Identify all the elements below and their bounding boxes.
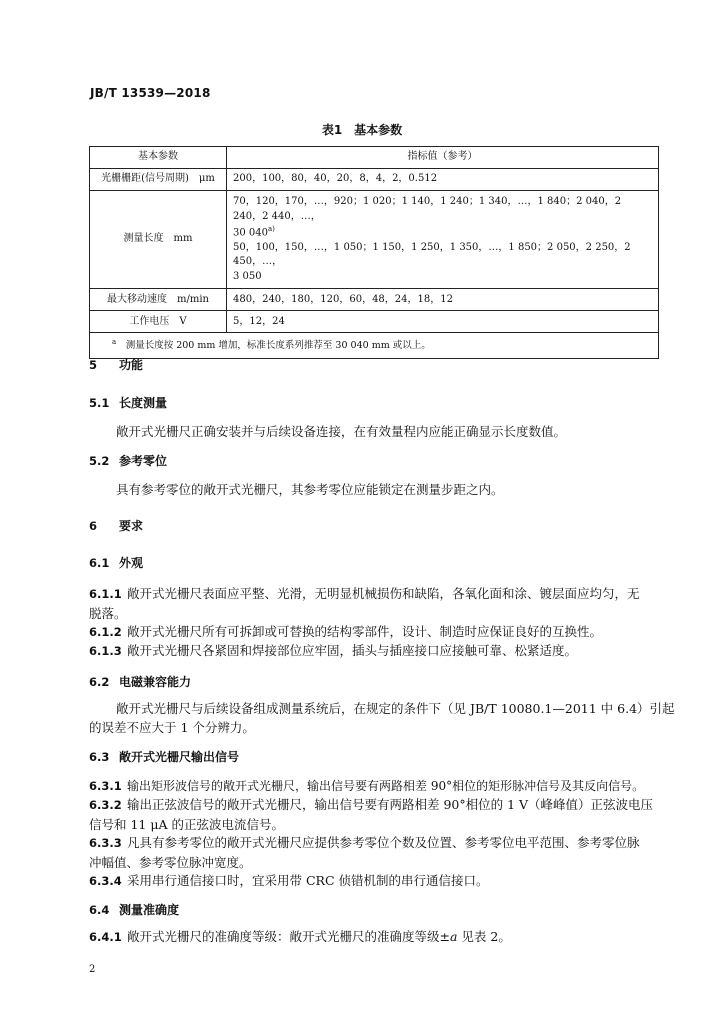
footnote-ref: a): [268, 225, 275, 233]
page-number: 2: [89, 964, 96, 975]
clause-text: 敞开式光栅尺表面应平整、光滑，无明显机械损伤和缺陷，各氧化面和涂、镀层面应均匀，无: [127, 586, 640, 601]
clause-6-3-1: [89, 776, 644, 796]
section-heading-5-1: [89, 393, 167, 413]
paragraph-6-2-line2: 的误差不应大于 1 个分辨力。: [89, 720, 255, 735]
section-number: 6.2: [89, 675, 110, 689]
table-row: [90, 289, 659, 311]
table-row: [90, 191, 659, 289]
clause-number: 6.1.1: [89, 587, 122, 601]
section-title: 参考零位: [119, 454, 168, 468]
value-line: 50，100，150，…，1 050；1 150，1 250，1 350，…，1 850；2 050，2 250，2 450，…，: [233, 241, 631, 268]
footnote-mark: a: [112, 338, 117, 347]
section-heading-6-1: [89, 553, 143, 573]
header-cell-param: 基本参数: [90, 147, 227, 169]
section-title: 外观: [119, 556, 144, 570]
clause-6-4-1: [89, 927, 511, 947]
basic-parameters-table: [89, 146, 659, 359]
param-cell: 测量长度 mm: [90, 191, 227, 289]
section-heading-6: [89, 516, 143, 536]
section-number: 5: [89, 358, 98, 372]
value-line: [233, 224, 653, 241]
section-number: 6.3: [89, 750, 110, 764]
section-number: 5.1: [89, 396, 110, 410]
paragraph-5-2: 具有参考零位的敞开式光栅尺，其参考零位应能锁定在测量步距之内。: [116, 482, 504, 497]
section-title: 电磁兼容能力: [119, 675, 192, 689]
clause-text-continued: 信号和 11 μA 的正弦波电流信号。: [89, 817, 284, 832]
table-footnote: [90, 333, 659, 359]
section-number: 5.2: [89, 454, 110, 468]
section-title: 长度测量: [119, 396, 168, 410]
clause-text: 输出矩形波信号的敞开式光栅尺，输出信号要有两路相差 90°相位的矩形脉冲信号及其反向信号。: [127, 779, 645, 793]
clause-number: 6.1.2: [89, 625, 122, 639]
clause-text: 输出正弦波信号的敞开式光栅尺，输出信号要有两路相差 90°相位的 1 V（峰峰值）正弦波电压: [127, 797, 654, 812]
section-number: 6.1: [89, 556, 110, 570]
clause-text-tail: 见表 2。: [457, 929, 511, 944]
value-cell: 5，12，24: [227, 311, 659, 333]
symbol-a: a: [449, 929, 458, 944]
paragraph-5-1: 敞开式光栅尺正确安装并与后续设备连接，在有效量程内应能正确显示长度数值。: [116, 424, 567, 439]
clause-number: 6.3.4: [89, 874, 122, 888]
clause-number: 6.3.3: [89, 836, 122, 850]
section-title: 测量准确度: [119, 903, 180, 917]
document-code-header: JB/T 13539—2018: [90, 86, 211, 100]
clause-6-1-3: [89, 641, 577, 661]
header-cell-value: 指标值（参考）: [227, 147, 659, 169]
clause-text: 敞开式光栅尺所有可拆卸或可替换的结构零部件，设计、制造时应保证良好的互换性。: [127, 624, 603, 639]
clause-number: 6.1.3: [89, 644, 122, 658]
value-line: 3 050: [233, 270, 262, 282]
section-title: 要求: [119, 519, 144, 533]
clause-number: 6.3.1: [89, 779, 122, 793]
section-title: 敞开式光栅尺输出信号: [119, 750, 240, 764]
section-number: 6.4: [89, 903, 110, 917]
footnote-text: 测量长度按 200 mm 增加，标准长度系列推荐至 30 040 mm 或以上。: [125, 340, 431, 352]
section-number: 6: [89, 519, 98, 533]
clause-text-continued: 冲幅值、参考零位脉冲宽度。: [89, 855, 252, 870]
value-cell-multiline: [227, 191, 659, 289]
clause-6-1-1: [89, 584, 659, 623]
clause-number: 6.4.1: [89, 930, 122, 944]
param-cell: 最大移动速度 m/min: [90, 289, 227, 311]
section-heading-5-2: [89, 451, 167, 471]
table-caption: 表1 基本参数: [321, 123, 403, 137]
clause-6-1-2: [89, 622, 602, 642]
clause-text: 凡具有参考零位的敞开式光栅尺应提供参考零位个数及位置、参考零位电平范围、参考零位脉: [127, 835, 640, 850]
table-row: [90, 311, 659, 333]
paragraph-6-2-line1: 敞开式光栅尺与后续设备组成测量系统后，在规定的条件下（见 JB/T 10080.1—2011 中 6.4）引起: [116, 701, 675, 716]
clause-6-3-3: [89, 833, 659, 872]
value-line: 70，120，170，…，920；1 020；1 140，1 240；1 340，…，1 840；2 040，2 240，2 440，…，: [233, 196, 622, 222]
section-heading-6-4: [89, 900, 179, 920]
clause-6-3-2: [89, 795, 659, 834]
value-text: 30 040: [233, 227, 268, 239]
value-cell: 480，240，180，120，60，48，24，18，12: [227, 289, 659, 311]
param-cell: 光栅栅距(信号周期) μm: [90, 169, 227, 191]
table-header-row: [90, 147, 659, 169]
clause-text-continued: 脱落。: [89, 606, 127, 621]
section-title: 功能: [119, 358, 144, 372]
value-cell: 200，100，80，40，20，8，4，2，0.512: [227, 169, 659, 191]
param-cell: 工作电压 V: [90, 311, 227, 333]
clause-text: 采用串行通信接口时，宜采用带 CRC 侦错机制的串行通信接口。: [127, 873, 489, 888]
clause-text: 敞开式光栅尺各紧固和焊接部位应牢固，插头与插座接口应接触可靠、松紧适度。: [127, 643, 578, 658]
section-heading-6-3: [89, 747, 239, 767]
clause-number: 6.3.2: [89, 798, 122, 812]
section-heading-5: [89, 355, 143, 375]
table-row: [90, 169, 659, 191]
clause-6-3-4: [89, 871, 489, 891]
section-heading-6-2: [89, 672, 191, 692]
clause-text: 敞开式光栅尺的准确度等级：敞开式光栅尺的准确度等级±: [127, 929, 450, 944]
table-footnote-row: [90, 333, 659, 359]
